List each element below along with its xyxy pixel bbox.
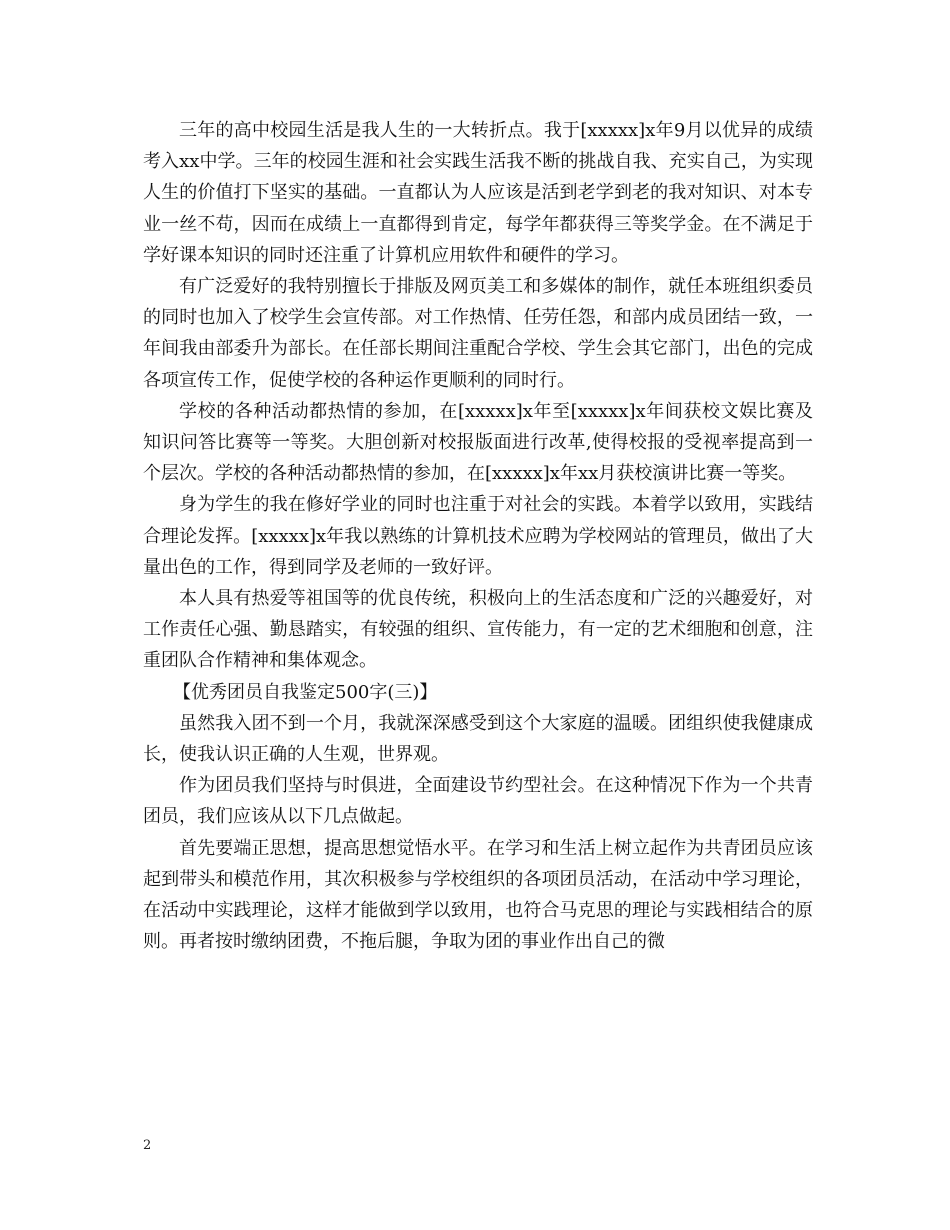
paragraph-joining-league: 虽然我入团不到一个月，我就深深感受到这个大家庭的温暖。团组织使我健康成长，使我认识正确的人生观，世界观。 bbox=[143, 712, 813, 766]
paragraph-correct-thinking: 首先要端正思想，提高思想觉悟水平。在学习和生活上树立起作为共青团员应该起到带头和模范作用，其次积极参与学校组织的各项团员活动，在活动中学习理论，在活动中实践理论，这样才能做到学以致用，也符合马克思的理论与实践相结合的原则。再者按时缴纳团费，不拖后腿，争取为团的事业作出自己的微 bbox=[143, 837, 813, 953]
paragraph-personal-qualities: 本人具有热爱等祖国等的优良传统，积极向上的生活态度和广泛的兴趣爱好，对工作责任心强、勤恳踏实，有较强的组织、宣传能力，有一定的艺术细胞和创意，注重团队合作精神和集体观念。 bbox=[143, 588, 813, 672]
paragraph-school-activities: 学校的各种活动都热情的参加，在[xxxxx]x年至[xxxxx]x年间获校文娱比赛及知识问答比赛等一等奖。大胆创新对校报版面进行改革,使得校报的受视率提高到一个层次。学校的各种活动都热情的参加，在[xxxxx]x年xx月获校演讲比赛一等奖。 bbox=[143, 400, 813, 485]
section-heading: 【优秀团员自我鉴定500字(三)】 bbox=[173, 681, 438, 703]
document-body bbox=[143, 115, 813, 957]
paragraph-high-school-life: 三年的高中校园生活是我人生的一大转折点。我于[xxxxx]x年9月以优异的成绩考入xx中学。三年的校园生涯和社会实践生活我不断的挑战自我、充实自己，为实现人生的价值打下坚实的基础。一直都认为人应该是活到老学到老的我对知识、对本专业一丝不苟，因而在成绩上一直都得到肯定，每学年都获得三等奖学金。在不满足于学好课本知识的同时还注重了计算机应用软件和硬件的学习。 bbox=[143, 120, 813, 266]
paragraph-social-practice: 身为学生的我在修好学业的同时也注重于对社会的实践。本着学以致用，实践结合理论发挥。[xxxxx]x年我以熟练的计算机技术应聘为学校网站的管理员，做出了大量出色的工作，得到同学及老师的一致好评。 bbox=[143, 494, 813, 578]
paragraph-hobbies-publicity: 有广泛爱好的我特别擅长于排版及网页美工和多媒体的制作，就任本班组织委员的同时也加入了校学生会宣传部。对工作热情、任劳任怨，和部内成员团结一致，一年间我由部委升为部长。在任部长期间注重配合学校、学生会其它部门，出色的完成各项宣传工作，促使学校的各种运作更顺利的同时行。 bbox=[143, 276, 813, 391]
page-number: 2 bbox=[143, 1138, 152, 1153]
paragraph-league-member-duties: 作为团员我们坚持与时俱进，全面建设节约型社会。在这种情况下作为一个共青团员，我们应该从以下几点做起。 bbox=[143, 775, 813, 828]
